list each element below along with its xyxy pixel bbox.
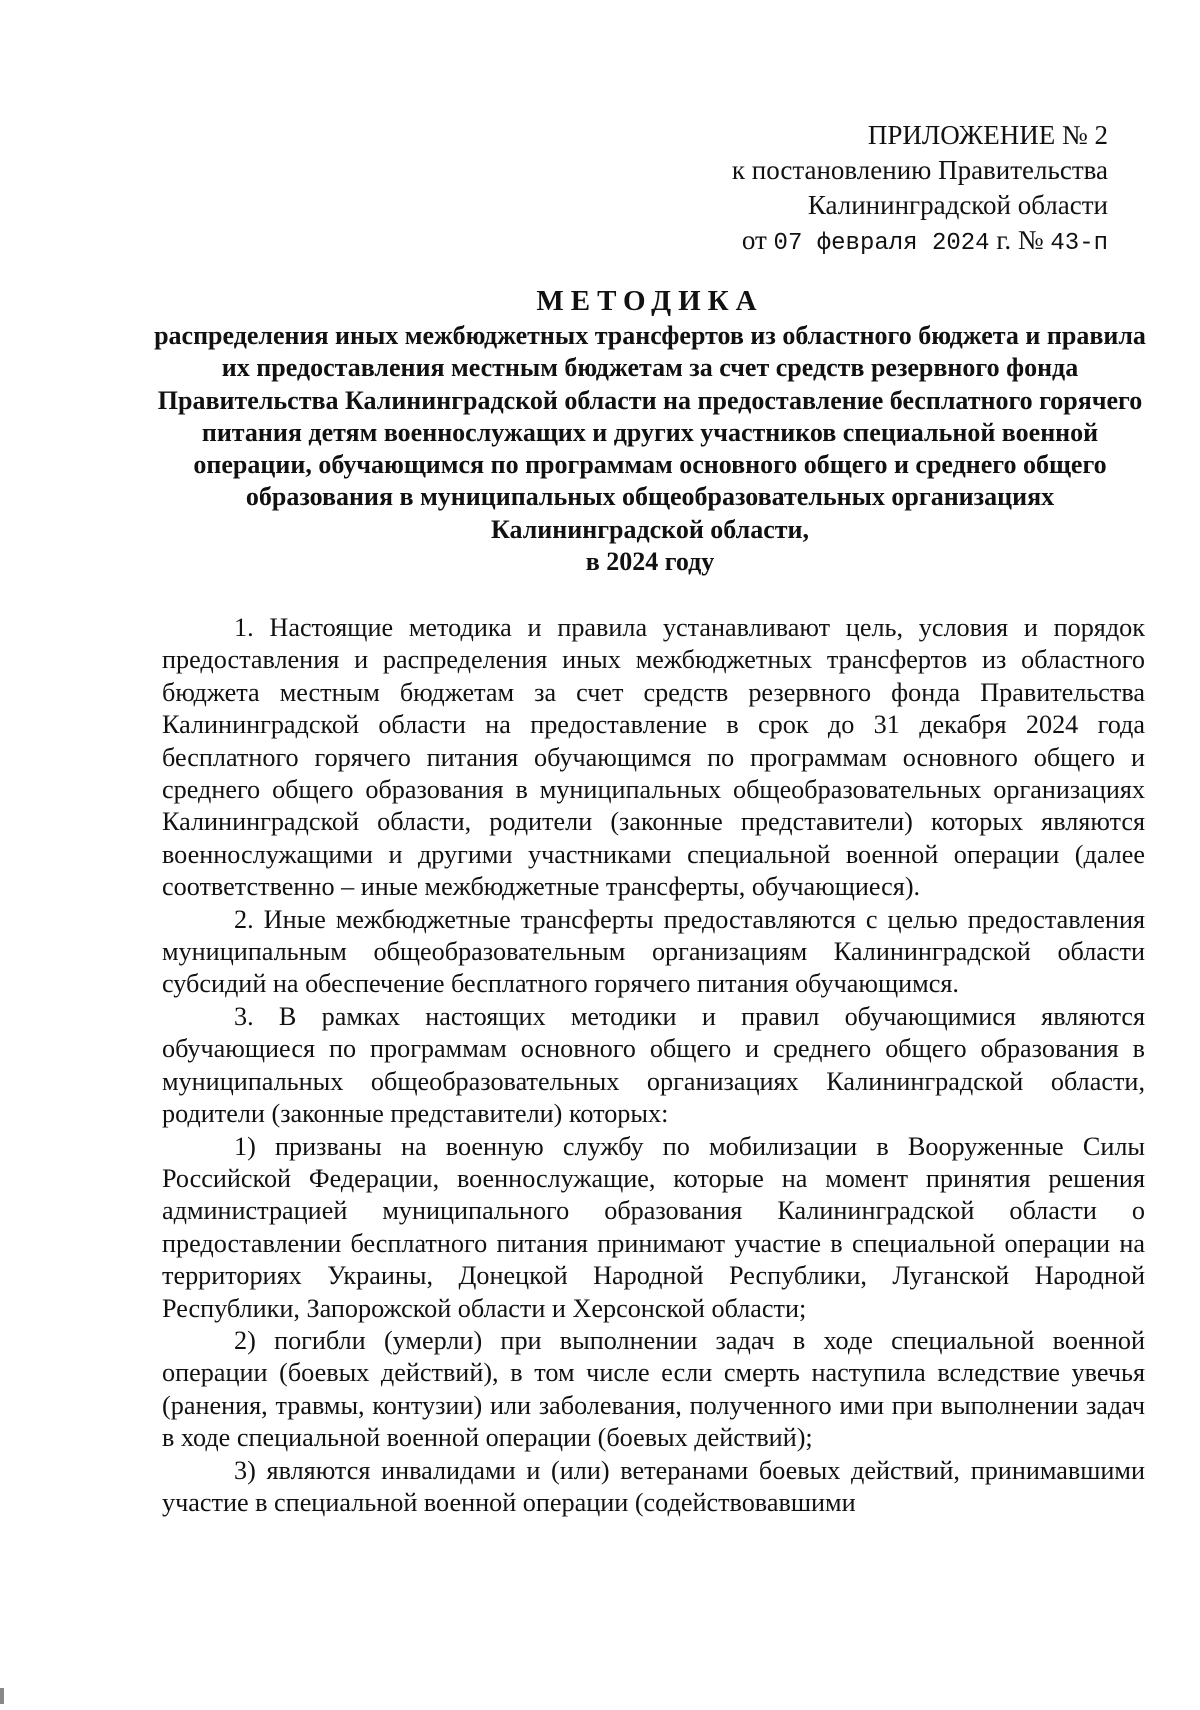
list-item-3: 3) являются инвалидами и (или) ветеранами боевых действий, принимавшими участие в специальной военной операции (содействовавшими — [162, 1455, 1145, 1517]
title-subtitle: распределения иных межбюджетных трансфертов из областного бюджета и правила их предоставления местным бюджетам за счет средств резервного фонда Правительства Калининградской области на предоставление бесплатного горячего питания детям военнослужащих и других участников специальной военной операции, обучающимся по программам основного общего и среднего общего образования в муниципальных общеобразовательных организациях Калининградской области, — [154, 321, 1146, 544]
paragraph-1: 1. Настоящие методика и правила устанавливают цель, условия и порядок предоставления и распределения иных межбюджетных трансфертов из областного бюджета местным бюджетам за счет средств резервного фонда Правительства Калининградской области на предоставление в срок до 31 декабря 2024 года бесплатного горячего питания обучающимся по программам основного общего и среднего общего образования в муниципальных общеобразовательных организациях Калининградской области, родители (законные представители) которых являются военнослужащими и другими участниками специальной военной операции (далее соответственно – иные межбюджетные трансферты, обучающиеся). — [162, 613, 1145, 902]
title-heading: МЕТОДИКА — [536, 285, 764, 317]
paragraph-2: 2. Иные межбюджетные трансферты предоставляются с целью предоставления муниципальным общеобразовательным организациям Калининградской области субсидий на обеспечение бесплатного горячего питания обучающимся. — [162, 904, 1145, 999]
document-number: 43-п — [1050, 230, 1108, 257]
date-number-label: г. № — [996, 225, 1044, 255]
appendix-date-line — [608, 223, 1108, 261]
appendix-header — [608, 118, 1108, 261]
paragraph-3: 3. В рамках настоящих методики и правил обучающимися являются обучающиеся по программам основного общего и среднего общего образования в муниципальных общеобразовательных организациях Калининградской области, родители (законные представители) которых: — [162, 1001, 1145, 1129]
document-body — [162, 612, 1145, 1519]
appendix-title: ПРИЛОЖЕНИЕ № 2 — [867, 120, 1108, 150]
document-title — [150, 282, 1150, 578]
date-prefix: от — [741, 225, 767, 255]
scan-edge-mark — [0, 1688, 4, 1704]
list-item-1: 1) призваны на военную службу по мобилизации в Вооруженные Силы Российской Федерации, военнослужащие, которые на момент принятия решения администрацией муниципального образования Калининградской области о предоставлении бесплатного питания принимают участие в специальной операции на территориях Украины, Донецкой Народной Республики, Луганской Народной Республики, Запорожской области и Херсонской области; — [162, 1131, 1145, 1323]
list-item-2: 2) погибли (умерли) при выполнении задач в ходе специальной военной операции (боевых действий), в том числе если смерть наступила вследствие увечья (ранения, травмы, контузии) или заболевания, полученного ими при выполнении задач в ходе специальной военной операции (боевых действий); — [162, 1325, 1145, 1453]
date-value: 07 февраля 2024 — [773, 230, 990, 257]
appendix-resolution-line: к постановлению Правительства — [731, 155, 1108, 185]
title-subtitle-year: в 2024 году — [585, 547, 715, 577]
appendix-region-line: Калининградской области — [807, 190, 1108, 220]
